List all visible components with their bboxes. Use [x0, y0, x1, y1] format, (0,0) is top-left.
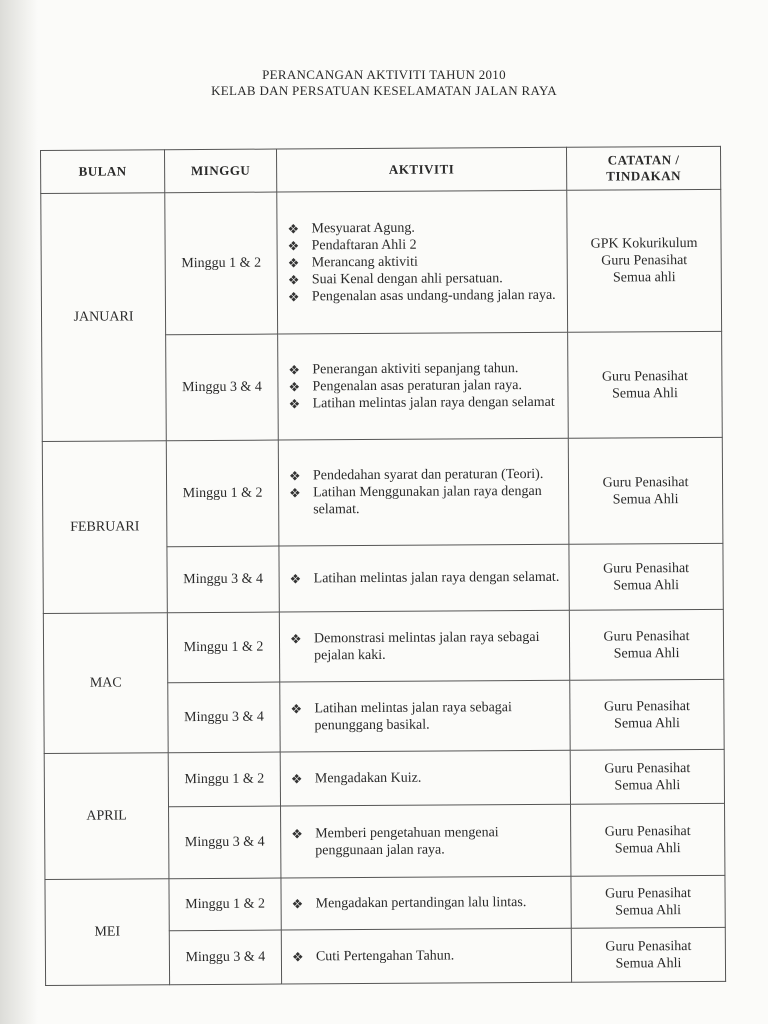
- week-cell: Minggu 1 & 2: [166, 440, 279, 547]
- week-cell: Minggu 3 & 4: [167, 546, 279, 613]
- note-text: Semua Ahli: [612, 491, 679, 508]
- note-text: Semua Ahli: [613, 577, 680, 594]
- note-cell: [571, 803, 725, 876]
- activity-text: Memberi pengetahuan mengenai penggunaan jalan raya.: [315, 824, 499, 858]
- table-row: [45, 875, 725, 931]
- list-item: [288, 236, 559, 255]
- activity-text: Pendedahan syarat dan peraturan (Teori).: [312, 466, 544, 484]
- activity-cell: [281, 876, 571, 930]
- month-cell: MEI: [45, 879, 170, 986]
- note-text: Guru Penasihat: [602, 474, 689, 491]
- list-item: [288, 360, 559, 379]
- note-cell: [569, 543, 723, 610]
- activity-text: Pendaftaran Ahli 2: [311, 237, 417, 254]
- diamond-bullet-icon: ❖: [287, 272, 300, 288]
- week-cell: Minggu 3 & 4: [169, 930, 281, 985]
- note-text: Semua Ahli: [614, 715, 680, 732]
- table-row: [41, 189, 722, 335]
- note-text: Guru Penasihat: [601, 253, 688, 269]
- diamond-bullet-icon: ❖: [288, 396, 301, 412]
- note-cell: [569, 609, 723, 680]
- week-cell: Minggu 3 & 4: [166, 334, 279, 441]
- activity-text: Mengadakan Kuiz.: [314, 770, 422, 787]
- note-text: Semua Ahli: [615, 955, 682, 971]
- diamond-bullet-icon: ❖: [288, 362, 301, 378]
- table-header-row: [41, 146, 721, 193]
- list-item: [288, 270, 559, 289]
- month-cell: JANUARI: [41, 193, 167, 442]
- activity-list: [289, 466, 560, 519]
- activity-cell: [278, 332, 569, 440]
- table-row: [44, 749, 724, 807]
- header-catatan: [566, 146, 720, 190]
- note-text: Guru Penasihat: [603, 560, 690, 577]
- list-item: [289, 483, 560, 519]
- diamond-bullet-icon: ❖: [289, 630, 302, 646]
- list-item: [288, 287, 559, 306]
- month-cell: FEBRUARI: [42, 441, 167, 614]
- note-text: Semua Ahli: [613, 645, 680, 662]
- activity-text: Merancang aktiviti: [311, 254, 418, 271]
- note-text: GPK Kokurikulum: [590, 235, 698, 252]
- title-line-1: PERANCANGAN AKTIVITI TAHUN 2010: [262, 67, 506, 82]
- activity-schedule-table: [40, 146, 726, 986]
- activity-list: [292, 947, 563, 966]
- note-text: Semua ahli: [612, 270, 676, 286]
- note-cell: [570, 679, 724, 750]
- week-cell: Minggu 1 & 2: [168, 752, 280, 807]
- activity-text: Suai Kenal dengan ahli persatuan.: [311, 271, 503, 288]
- diamond-bullet-icon: ❖: [287, 255, 300, 271]
- note-cell: [567, 189, 722, 332]
- diamond-bullet-icon: ❖: [287, 221, 300, 237]
- week-cell: Minggu 1 & 2: [167, 612, 279, 683]
- activity-text: Latihan melintas jalan raya dengan selamat.: [313, 569, 560, 587]
- note-text: Semua Ahli: [614, 840, 681, 857]
- note-text: Guru Penasihat: [603, 628, 690, 645]
- document-title: [0, 67, 768, 99]
- list-item: [292, 894, 563, 913]
- list-item: [290, 569, 561, 588]
- activity-cell: [278, 438, 569, 546]
- activity-text: Demonstrasi melintas jalan raya sebagai pejalan kaki.: [313, 629, 540, 663]
- note-cell: [568, 331, 723, 438]
- activity-cell: [279, 544, 569, 612]
- activity-list: [291, 769, 562, 788]
- diamond-bullet-icon: ❖: [290, 771, 303, 787]
- note-text: Guru Penasihat: [605, 885, 692, 902]
- note-cell: [571, 927, 725, 982]
- month-cell: APRIL: [44, 753, 169, 880]
- activity-list: [288, 360, 559, 413]
- week-cell: Minggu 1 & 2: [165, 192, 278, 335]
- activity-cell: [279, 610, 569, 682]
- activity-cell: [277, 190, 568, 334]
- scan-edge-shadow: [0, 0, 38, 1024]
- note-cell: [571, 875, 725, 928]
- list-item: [289, 394, 560, 413]
- table-row: [42, 437, 723, 547]
- diamond-bullet-icon: ❖: [288, 468, 301, 484]
- activity-text: Penerangan aktiviti sepanjang tahun.: [312, 361, 519, 378]
- activity-list: [291, 823, 562, 859]
- activity-cell: [280, 750, 570, 806]
- list-item: [289, 466, 560, 485]
- week-cell: Minggu 3 & 4: [169, 806, 281, 879]
- list-item: [288, 377, 559, 396]
- activity-text: Pengenalan asas undang-undang jalan raya.: [311, 287, 556, 305]
- diamond-bullet-icon: ❖: [291, 949, 304, 965]
- note-text: Semua Ahli: [615, 902, 682, 918]
- diamond-bullet-icon: ❖: [287, 289, 300, 305]
- list-item: [290, 628, 561, 664]
- table-body: [41, 189, 726, 985]
- header-catatan-line1: CATATAN /: [607, 152, 680, 168]
- diamond-bullet-icon: ❖: [290, 700, 303, 716]
- activity-text: Mesyuarat Agung.: [311, 220, 415, 237]
- activity-text: Pengenalan asas peraturan jalan raya.: [312, 378, 523, 395]
- header-bulan: BULAN: [41, 150, 165, 194]
- header-minggu: MINGGU: [165, 149, 277, 193]
- week-cell: Minggu 1 & 2: [169, 878, 281, 931]
- note-cell: [570, 749, 724, 804]
- activity-list: [290, 569, 561, 588]
- diamond-bullet-icon: ❖: [289, 571, 302, 587]
- activity-list: [292, 894, 563, 913]
- activity-text: Latihan melintas jalan raya dengan selamat: [312, 394, 555, 412]
- activity-text: Latihan melintas jalan raya sebagai penunggang basikal.: [314, 699, 512, 733]
- activity-cell: [281, 804, 571, 878]
- list-item: [287, 219, 558, 238]
- note-cell: [568, 437, 723, 544]
- activity-list: [287, 219, 559, 306]
- diamond-bullet-icon: ❖: [291, 896, 304, 912]
- activity-text: Cuti Pertengahan Tahun.: [315, 948, 455, 965]
- note-text: Guru Penasihat: [605, 938, 692, 955]
- title-line-2: KELAB DAN PERSATUAN KESELAMATAN JALAN RAYA: [211, 83, 557, 98]
- activity-list: [290, 698, 561, 734]
- note-text: Semua Ahli: [614, 777, 681, 794]
- list-item: [288, 253, 559, 272]
- diamond-bullet-icon: ❖: [288, 379, 301, 395]
- diamond-bullet-icon: ❖: [289, 485, 301, 501]
- note-text: Guru Penasihat: [603, 698, 690, 715]
- header-aktiviti: AKTIVITI: [276, 147, 566, 192]
- activity-text: Latihan Menggunakan jalan raya dengan selamat.: [313, 483, 542, 518]
- diamond-bullet-icon: ❖: [291, 825, 303, 841]
- header-catatan-line2: TINDAKAN: [606, 168, 682, 184]
- activity-text: Mengadakan pertandingan lalu lintas.: [315, 895, 527, 912]
- note-text: Guru Penasihat: [604, 823, 691, 840]
- activity-list: [290, 628, 561, 664]
- list-item: [291, 769, 562, 788]
- activity-cell: [281, 928, 571, 984]
- list-item: [290, 698, 561, 734]
- list-item: [291, 823, 562, 859]
- table-row: [43, 609, 723, 683]
- week-cell: Minggu 3 & 4: [168, 682, 280, 753]
- activity-cell: [280, 680, 570, 752]
- note-text: Guru Penasihat: [604, 760, 691, 777]
- month-cell: MAC: [43, 613, 168, 754]
- note-text: Guru Penasihat: [601, 368, 688, 385]
- diamond-bullet-icon: ❖: [287, 238, 300, 254]
- note-text: Semua Ahli: [612, 385, 678, 402]
- list-item: [292, 947, 563, 966]
